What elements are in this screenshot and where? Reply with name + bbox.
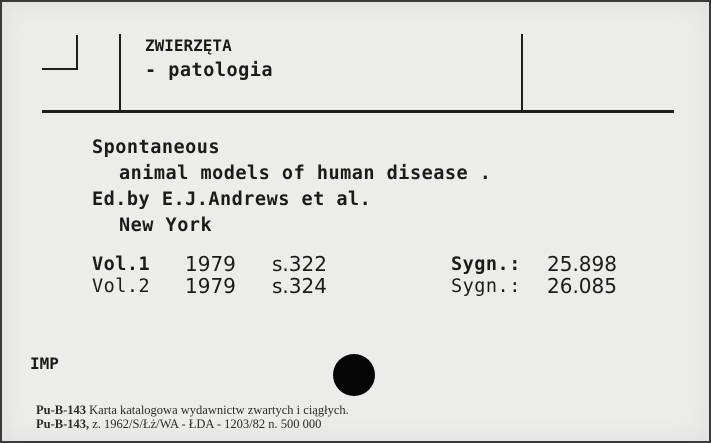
- top-left-tick: [76, 35, 78, 69]
- subject-heading: ZWIERZĘTA: [145, 36, 232, 55]
- signature-label: Sygn.:: [451, 254, 521, 275]
- entry-place: New York: [119, 215, 213, 236]
- footer-code: Pu-B-143,: [36, 417, 90, 431]
- entry-title-line2: animal models of human disease .: [119, 163, 492, 184]
- footer-line1: [36, 403, 349, 418]
- volume-label: Vol.1: [92, 254, 151, 275]
- volume-label: Vol.2: [92, 276, 151, 297]
- signature-number: 26.085: [547, 274, 617, 298]
- signature-number: 25.898: [547, 252, 617, 276]
- header-rule: [42, 110, 674, 113]
- footer-code: Pu-B-143: [36, 403, 86, 417]
- imp-label: IMP: [30, 354, 59, 373]
- volume-year: 1979: [185, 252, 236, 276]
- footer-line2: [36, 417, 321, 432]
- footer-text: Karta katalogowa wydawnictw zwartych i ciągłych.: [89, 403, 349, 417]
- volume-year: 1979: [185, 274, 236, 298]
- top-left-underline: [42, 68, 78, 70]
- subject-subheading: - patologia: [145, 60, 274, 81]
- volume-pages: s.324: [272, 274, 327, 298]
- catalog-card: [2, 2, 709, 441]
- entry-title-line1: Spontaneous: [92, 137, 221, 158]
- header-right-divider: [521, 34, 523, 112]
- footer-text: z. 1962/S/Łż/WA - ŁDA - 1203/82 n. 500 000: [92, 417, 322, 431]
- entry-editor: Ed.by E.J.Andrews et al.: [92, 189, 372, 210]
- signature-label: Sygn.:: [451, 276, 521, 297]
- header-left-divider: [119, 34, 121, 112]
- punch-hole: [333, 354, 375, 396]
- volume-pages: s.322: [272, 252, 327, 276]
